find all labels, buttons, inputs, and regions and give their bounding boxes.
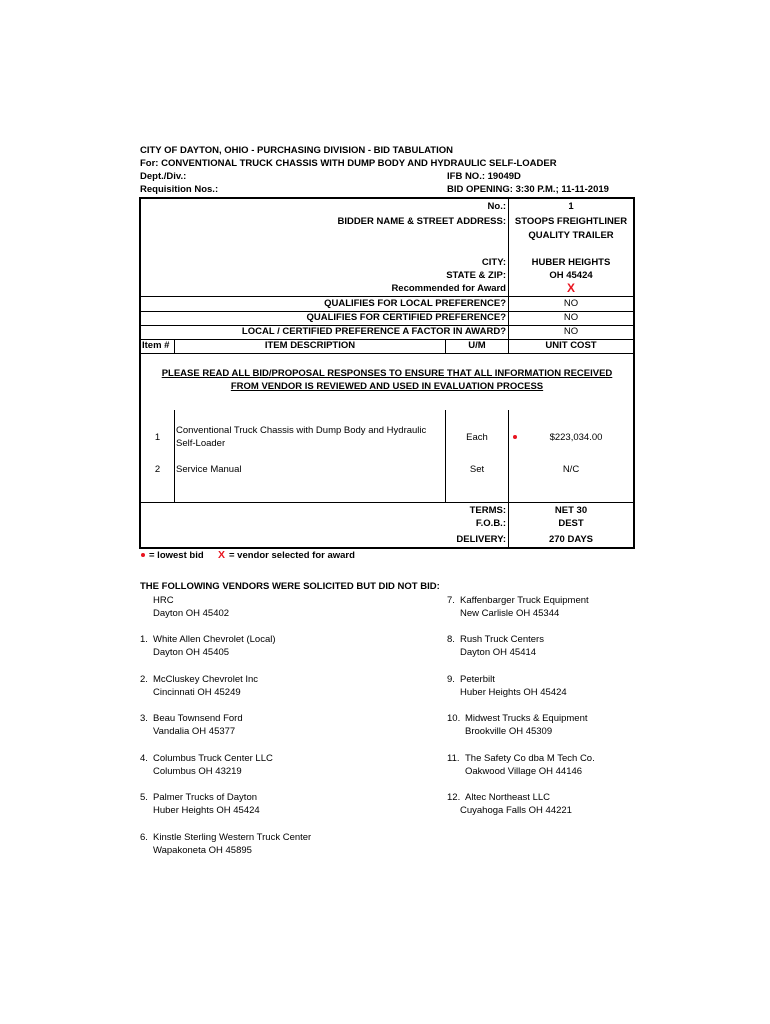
vendor-city: Oakwood Village OH 44146 [465, 766, 583, 777]
item-um: Set [469, 464, 485, 475]
vendor-name: Kinstle Sterling Western Truck Center [153, 832, 312, 843]
legend-lowest-bid: = lowest bid [149, 550, 204, 561]
col-um: U/M [468, 340, 486, 351]
vendor-name: Beau Townsend Ford [153, 713, 243, 724]
vendor-name: McCluskey Chevrolet Inc [153, 674, 259, 685]
local-pref-value: NO [563, 298, 579, 309]
no-label: No.: [487, 201, 506, 212]
ifb-number: IFB NO.: 19049D [447, 171, 521, 182]
city-label: CITY: [481, 257, 506, 268]
local-pref-label: QUALIFIES FOR LOCAL PREFERENCE? [324, 298, 506, 309]
vendor-name: HRC [153, 595, 174, 606]
vendor-name: Columbus Truck Center LLC [153, 753, 273, 764]
requisition-label: Requisition Nos.: [140, 184, 219, 195]
item-number: 1 [154, 432, 161, 443]
certified-pref-value: NO [563, 312, 579, 323]
col-unit-cost: UNIT COST [545, 340, 597, 351]
vendor-name: The Safety Co dba M Tech Co. [465, 753, 595, 764]
vendor-number: 6. [140, 832, 148, 843]
bidder-city: HUBER HEIGHTS [531, 257, 611, 268]
item-description: Service Manual [176, 464, 242, 475]
doc-title: CITY OF DAYTON, OHIO - PURCHASING DIVISION - BID TABULATION [140, 145, 453, 156]
recommended-label: Recommended for Award [391, 283, 506, 294]
item-description: Conventional Truck Chassis with Dump Body and Hydraulic [176, 425, 427, 436]
delivery-value: 270 DAYS [548, 534, 593, 545]
vendor-name: Midwest Trucks & Equipment [465, 713, 588, 724]
vendor-number: 2. [140, 674, 148, 685]
certified-pref-label: QUALIFIES FOR CERTIFIED PREFERENCE? [306, 312, 506, 323]
notice-line2: FROM VENDOR IS REVIEWED AND USED IN EVALUATION PROCESS [230, 381, 544, 392]
vendor-city: Wapakoneta OH 45895 [153, 845, 252, 856]
vendor-city: Huber Heights OH 45424 [153, 805, 260, 816]
vendor-city: Cuyahoga Falls OH 44221 [460, 805, 572, 816]
vendor-city: New Carlisle OH 45344 [460, 608, 560, 619]
state-zip-label: STATE & ZIP: [446, 270, 506, 281]
vendor-city: Dayton OH 45402 [153, 608, 230, 619]
vendor-number: 7. [447, 595, 455, 606]
item-unit-cost: N/C [562, 464, 580, 475]
solicited-title: THE FOLLOWING VENDORS WERE SOLICITED BUT DID NOT BID: [140, 581, 440, 592]
item-number: 2 [154, 464, 161, 475]
vendor-name: White Allen Chevrolet (Local) [153, 634, 276, 645]
bidder-state-zip: OH 45424 [549, 270, 593, 281]
vendor-city: Huber Heights OH 45424 [460, 687, 567, 698]
vendor-number: 8. [447, 634, 455, 645]
dept-label: Dept./Div.: [140, 171, 187, 182]
vendor-name: Peterbilt [460, 674, 495, 685]
bidder-name-label: BIDDER NAME & STREET ADDRESS: [337, 216, 506, 227]
vendor-number: 4. [140, 753, 148, 764]
vendor-number: 1. [140, 634, 148, 645]
vendor-name: Kaffenbarger Truck Equipment [460, 595, 589, 606]
award-mark: X [566, 281, 575, 295]
vendor-number: 10. [447, 713, 461, 724]
bid-opening: BID OPENING: 3:30 P.M.; 11-11-2019 [447, 184, 609, 195]
vendor-number: 11. [447, 753, 460, 764]
bidder-name-line2: QUALITY TRAILER [528, 230, 614, 241]
vendor-name: Rush Truck Centers [460, 634, 544, 645]
vendor-city: Brookville OH 45309 [465, 726, 553, 737]
pref-factor-label: LOCAL / CERTIFIED PREFERENCE A FACTOR IN AWARD? [241, 326, 506, 337]
vendor-city: Dayton OH 45405 [153, 647, 230, 658]
vendor-number: 9. [447, 674, 455, 685]
legend-selected: = vendor selected for award [229, 550, 355, 561]
bidder-name: STOOPS FREIGHTLINER [514, 216, 628, 227]
vendor-city: Vandalia OH 45377 [153, 726, 236, 737]
fob-label: F.O.B.: [475, 518, 506, 529]
item-um: Each [466, 432, 488, 443]
col-description: ITEM DESCRIPTION [264, 340, 356, 351]
vendor-city: Columbus OH 43219 [153, 766, 242, 777]
bidder-number: 1 [568, 201, 574, 212]
vendor-city: Cincinnati OH 45249 [153, 687, 241, 698]
fob-value: DEST [558, 518, 584, 529]
pref-factor-value: NO [563, 326, 579, 337]
lowest-bid-legend-dot [141, 553, 145, 557]
item-unit-cost: $223,034.00 [549, 432, 603, 443]
vendor-number: 5. [140, 792, 148, 803]
vendor-name: Altec Northeast LLC [465, 792, 551, 803]
delivery-label: DELIVERY: [456, 534, 506, 545]
col-item: Item # [142, 340, 170, 351]
legend-x-mark: X [218, 549, 226, 561]
notice-line1: PLEASE READ ALL BID/PROPOSAL RESPONSES TO ENSURE THAT ALL INFORMATION RECEIVED [161, 368, 613, 379]
doc-subject: For: CONVENTIONAL TRUCK CHASSIS WITH DUMP BODY AND HYDRAULIC SELF-LOADER [140, 158, 557, 169]
vendor-number: 12. [447, 792, 461, 803]
vendor-city: Dayton OH 45414 [460, 647, 537, 658]
vendor-name: Palmer Trucks of Dayton [153, 792, 258, 803]
terms-label: TERMS: [469, 505, 506, 516]
vendor-number: 3. [140, 713, 148, 724]
terms-value: NET 30 [554, 505, 588, 516]
item-description-line2: Self-Loader [176, 438, 226, 449]
